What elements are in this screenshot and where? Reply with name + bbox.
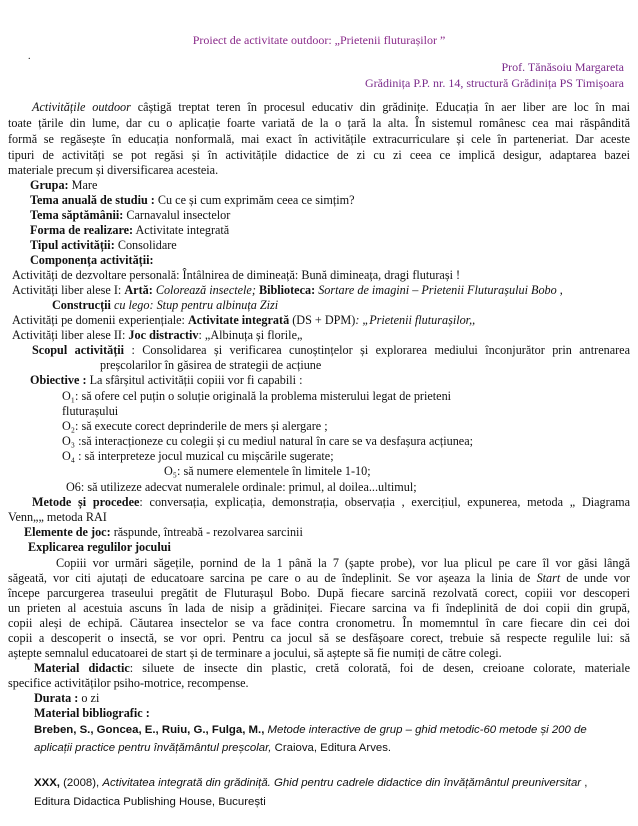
duration-label: Durata : (34, 691, 79, 705)
objective-1: O₁: să ofere cel puțin o soluție originală la problema misterului legat de prieteni (62, 389, 452, 403)
activity-italic: Colorează insectele; (152, 283, 256, 297)
field-label: Forma de realizare: (30, 223, 134, 237)
field-label: Tipul activității: (30, 238, 115, 252)
activity-text: Activități liber alese II: (12, 328, 129, 342)
duration-value: o zi (78, 691, 100, 705)
scope-text: : Consolidarea și verificarea cunoștințelor și explorarea mediului înconjurător prin antrenarea (124, 343, 631, 357)
methods-label: Metode și procedee (32, 495, 140, 509)
field-componenta: Componența activității: (30, 253, 154, 267)
activity-bold: Joc distractiv (128, 328, 199, 342)
rules-line: copii aleși de echipă. Căutarea insectelor se va face contra cronometru. În momemntul în care fiecare din cei doi (8, 616, 630, 630)
intro-line: formă se regăsește în educația nonformală, mai exact în activitățile extracurriculare și cele în parteneriat. Dar aceste (8, 132, 630, 146)
stray-dot: . (28, 51, 31, 62)
rules-line (8, 571, 630, 585)
reference-1 (34, 723, 587, 737)
rules-line: copii a descoperit o insectă, se vor opri. Pentru ca jocul să se desfășoare corect, trebuie să respecte regulile lui: să (8, 631, 630, 645)
activity-bold: Activitate integrată (187, 313, 290, 327)
rules-line: aștepte semnalul educatoarei de start și de terminare a jocului, să aștepte să fie numiți de către colegi. (8, 646, 502, 660)
activity-italic: : „Prietenii fluturașilor,, (355, 313, 476, 327)
objectives-heading (30, 373, 302, 387)
document-title: Proiect de activitate outdoor: „Prietenii fluturașilor ” (192, 33, 446, 47)
field-label: Tema săptămânii: (30, 208, 124, 222)
activity-adp: Activități de dezvoltare personală: Întâlnirea de dimineață: Bună dimineața, dragi fluturași ! (12, 268, 461, 282)
activity-ala2 (12, 328, 302, 342)
objectives-intro: La sfârșitul activității copiii vor fi capabili : (86, 373, 303, 387)
game-elements (24, 525, 303, 539)
game-label: Elemente de joc: (24, 525, 111, 539)
reference-title: Activitatea integrată din grădiniță. Ghid pentru cadrele didactice din învățământul preuniversitar (102, 777, 582, 789)
reference-publisher: Craiova, Editura Arves. (271, 742, 392, 754)
reference-title: Metode interactive de grup – ghid metodic-60 metode și 200 de (264, 724, 587, 736)
intro-line: tipuri de activități se pot regăsi și în activitățile didactice de zi cu zi ceea ce implică desigur, adaptarea bazei (8, 148, 630, 162)
bibliography-heading: Material bibliografic : (34, 706, 150, 720)
school-name: Grădinița P.P. nr. 14, structură Grădinița PS Timișoara (365, 76, 624, 90)
rules-start: Start (536, 571, 561, 585)
duration (34, 691, 99, 705)
intro-line (8, 100, 630, 114)
field-value: Cu ce și cum exprimăm ceea ce simțim? (154, 193, 355, 207)
objectives-label: Obiective : (30, 373, 87, 387)
field-forma (30, 223, 229, 237)
field-value: Mare (68, 178, 98, 192)
activity-italic: Sortare de imagini – Prietenii Fluturașului Bobo , (315, 283, 563, 297)
reference-text: , (581, 777, 588, 789)
material-text: : siluete de insecte din plastic, cretă colorată, foi de desen, creioane colorate, materiale (129, 661, 630, 675)
field-tema-anuala (30, 193, 355, 207)
field-grupa (30, 178, 97, 192)
objective-6: O6: să utilizeze adecvat numeralele ordinale: primul, al doilea...ultimul; (66, 480, 417, 494)
objective-5: O₅: să numere elementele în limitele 1-10; (164, 464, 371, 478)
methods-line (32, 495, 630, 509)
objective-3: O₃ :să interacționeze cu colegii și cu mediul natural în care se va desfașura acțiunea; (62, 434, 473, 448)
reference-title: aplicații practice pentru învățământul preșcolar, (34, 742, 272, 754)
rules-line: începe parcurgerea traseului pregătit de Fluturașul Bobo. După fiecare sarcină rezolvată corect, copiii vor descoperi (8, 586, 630, 600)
field-label: Grupa: (30, 178, 69, 192)
activity-text: (DS + DPM) (289, 313, 356, 327)
scope-line (32, 343, 630, 357)
reference-2 (34, 776, 587, 790)
reference-authors: XXX, (34, 777, 60, 789)
rules-line: un prieten al acestuia ascuns în lada de nisip a grădiniței. Fiecare sarcina va fi îndeplinită de doi copii din grupă, (8, 601, 630, 615)
activity-ala1 (12, 283, 563, 297)
rules-heading: Explicarea regulilor jocului (28, 540, 171, 554)
intro-line: materiale precum și diversificarea acesteia. (8, 163, 219, 177)
activity-text: Activități liber alese I: (12, 283, 125, 297)
scope-line-2: preșcolarilor în găsirea de strategii de acțiune (100, 358, 322, 372)
activity-italic: cu lego: Stup pentru albinuța Zizi (110, 298, 279, 312)
field-value: Carnavalul insectelor (123, 208, 231, 222)
objective-2: O₂: să execute corect deprinderile de mers și alergare ; (62, 419, 328, 433)
field-value: Activitate integrată (133, 223, 230, 237)
rules-text: săgeată, vor citi ajutați de educatoare sarcina pe care o au de îndeplinit. Se vor așeaza la linia de (8, 571, 537, 585)
activity-bold: Biblioteca: (255, 283, 316, 297)
material-line-2: specifice activităților psiho-motrice, recompense. (8, 676, 249, 690)
activity-bold: Construcții (52, 298, 111, 312)
rules-text: de unde vor (560, 571, 630, 585)
activity-constructii (52, 298, 278, 312)
activity-text: Activități pe domenii experiențiale: (12, 313, 188, 327)
author-name: Prof. Tănăsoiu Margareta (501, 60, 624, 74)
game-value: răspunde, întreabă - rezolvarea sarcinii (110, 525, 303, 539)
methods-text: : conversația, explicația, demonstrația, observația , exercițiul, expunerea, metoda „ Diagrama (139, 495, 631, 509)
material-label: Material didactic (34, 661, 130, 675)
methods-line-2: Venn„„ metoda RAI (8, 510, 107, 524)
intro-text: câștigă treptat teren în procesul educativ din grădinițe. Educația în aer liber are loc în mai (130, 100, 631, 114)
material-line (8, 661, 630, 675)
objective-1-cont: fluturașului (62, 404, 119, 418)
reference-year: (2008), (59, 777, 103, 789)
reference-1-cont (34, 741, 391, 755)
objective-4: O₄ : să interpreteze jocul muzical cu mișcările sugerate; (62, 449, 334, 463)
field-tema-saptamanii (30, 208, 230, 222)
activity-bold: Artă: (124, 283, 153, 297)
field-label: Tema anuală de studiu : (30, 193, 155, 207)
reference-authors: Breben, S., Goncea, E., Ruiu, G., Fulga, M., (34, 724, 265, 736)
activity-ade (12, 313, 475, 327)
activity-text: : „Albinuța și florile„ (198, 328, 303, 342)
field-tipul (30, 238, 177, 252)
scope-label: Scopul activității (32, 343, 125, 357)
intro-italic: Activitățile outdoor (32, 100, 131, 114)
reference-2-cont: Editura Didactica Publishing House, București (34, 796, 266, 808)
intro-line: toate țările din lume, dar cu o aplicație foarte variată de la o țară la alta. În sistemul românesc cea mai răspândită (8, 116, 630, 130)
field-value: Consolidare (114, 238, 177, 252)
rules-line: Copiii vor urmări săgețile, pornind de la 1 până la 7 (șapte probe), vor lua plicul pe care îl vor găsi lângă (56, 556, 630, 570)
